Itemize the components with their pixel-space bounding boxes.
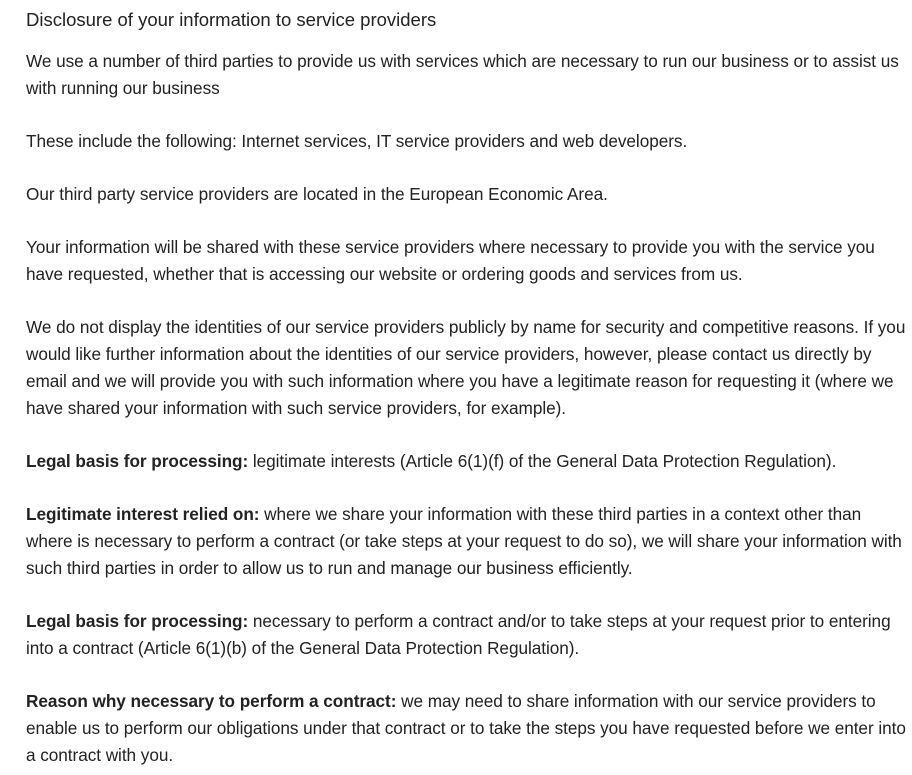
paragraph-identities — [26, 314, 906, 422]
paragraph-text: legitimate interests (Article 6(1)(f) of the General Data Protection Regulation). — [248, 451, 837, 471]
paragraph-legal-basis-interests — [26, 448, 906, 475]
paragraph-bold-label: Legitimate interest relied on: — [26, 504, 260, 524]
paragraph-location — [26, 181, 906, 208]
paragraph-legal-basis-contract — [26, 608, 906, 662]
paragraph-text: Your information will be shared with these service providers where necessary to provide you with the service you have requested, whether that is accessing our website or ordering goods and services from us. — [26, 237, 875, 284]
paragraph-legitimate-interest — [26, 501, 906, 582]
paragraph-text: Our third party service providers are located in the European Economic Area. — [26, 184, 608, 204]
paragraph-text: We use a number of third parties to provide us with services which are necessary to run our business or to assist us with running our business — [26, 51, 899, 98]
paragraph-bold-label: Reason why necessary to perform a contract: — [26, 691, 397, 711]
paragraph-contract-reason — [26, 688, 906, 769]
paragraph-text: where we share your information with these third parties in a context other than where is necessary to perform a contract (or take steps at your request to do so), we will share your information with such third parties in order to allow us to run and manage our business efficiently. — [26, 504, 902, 578]
paragraph-text: necessary to perform a contract and/or to take steps at your request prior to entering into a contract (Article 6(1)(b) of the General Data Protection Regulation). — [26, 611, 891, 658]
paragraph-bold-label: Legal basis for processing: — [26, 611, 249, 631]
paragraph-text: We do not display the identities of our service providers publicly by name for security and competitive reasons. If you would like further information about the identities of our service providers, however, please contact us directly by email and we will provide you with such information where you have a legitimate reason for requesting it (where we have shared your information with such service providers, for example). — [26, 317, 906, 418]
section-heading: Disclosure of your information to service providers — [26, 9, 437, 30]
paragraph-text: we may need to share information with our service providers to enable us to perform our obligations under that contract or to take the steps you have requested before we enter into a contract with you. — [26, 691, 906, 765]
paragraph-text: These include the following: Internet services, IT service providers and web developers. — [26, 131, 688, 151]
paragraph-service-types — [26, 128, 906, 155]
paragraph-sharing — [26, 234, 906, 288]
paragraph-bold-label: Legal basis for processing: — [26, 451, 249, 471]
paragraph-third-parties — [26, 48, 906, 102]
